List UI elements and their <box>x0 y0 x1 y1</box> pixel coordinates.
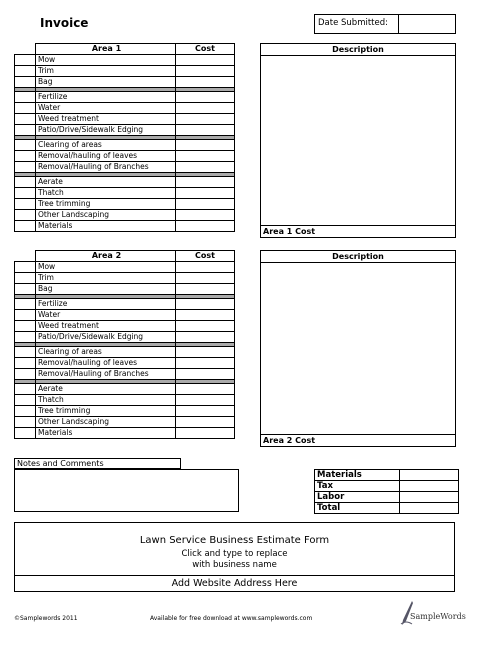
service-row <box>15 369 235 380</box>
total-label: Total <box>315 503 400 514</box>
service-cost-field[interactable] <box>176 310 235 321</box>
notes-label: Notes and Comments <box>14 458 181 469</box>
service-label: Thatch <box>36 395 176 406</box>
area2-description-box[interactable] <box>260 250 456 447</box>
service-row <box>15 92 235 103</box>
service-label: Fertilize <box>36 92 176 103</box>
total-value-field[interactable] <box>400 481 459 492</box>
business-name-line2[interactable]: with business name <box>192 560 277 570</box>
total-row <box>315 503 459 514</box>
service-checkbox[interactable] <box>15 103 36 114</box>
service-label: Trim <box>36 66 176 77</box>
total-value-field[interactable] <box>400 470 459 481</box>
service-label: Materials <box>36 428 176 439</box>
service-cost-field[interactable] <box>176 210 235 221</box>
service-checkbox[interactable] <box>15 140 36 151</box>
service-row <box>15 332 235 343</box>
service-cost-field[interactable] <box>176 428 235 439</box>
service-label: Water <box>36 103 176 114</box>
service-checkbox[interactable] <box>15 384 36 395</box>
service-row <box>15 125 235 136</box>
service-cost-field[interactable] <box>176 140 235 151</box>
service-checkbox[interactable] <box>15 299 36 310</box>
invoice-title: Invoice <box>40 16 89 30</box>
total-label: Tax <box>315 481 400 492</box>
service-row <box>15 199 235 210</box>
service-cost-field[interactable] <box>176 332 235 343</box>
service-row <box>15 428 235 439</box>
service-label: Removal/hauling of leaves <box>36 151 176 162</box>
service-cost-field[interactable] <box>176 321 235 332</box>
availability-text: Available for free download at www.samplewords.com <box>150 615 313 622</box>
service-row <box>15 221 235 232</box>
service-cost-field[interactable] <box>176 103 235 114</box>
service-label: Patio/Drive/Sidewalk Edging <box>36 125 176 136</box>
service-cost-field[interactable] <box>176 299 235 310</box>
service-cost-field[interactable] <box>176 395 235 406</box>
service-label: Water <box>36 310 176 321</box>
service-cost-field[interactable] <box>176 262 235 273</box>
service-row <box>15 262 235 273</box>
logo-text: SampleWords <box>410 612 466 621</box>
copyright-text: ©Samplewords 2011 <box>14 615 78 622</box>
service-checkbox[interactable] <box>15 199 36 210</box>
service-cost-field[interactable] <box>176 66 235 77</box>
service-cost-field[interactable] <box>176 273 235 284</box>
service-row <box>15 417 235 428</box>
service-checkbox[interactable] <box>15 55 36 66</box>
service-row <box>15 188 235 199</box>
date-submitted-label: Date Submitted: <box>315 15 399 33</box>
service-label: Removal/Hauling of Branches <box>36 369 176 380</box>
service-row <box>15 162 235 173</box>
area1-cost-label: Area 1 Cost <box>261 225 455 237</box>
total-row <box>315 492 459 503</box>
service-row <box>15 210 235 221</box>
area2-description-header: Description <box>261 251 455 263</box>
business-name-line1[interactable]: Click and type to replace <box>181 549 288 559</box>
service-label: Aerate <box>36 384 176 395</box>
service-checkbox[interactable] <box>15 151 36 162</box>
service-cost-field[interactable] <box>176 177 235 188</box>
service-cost-field[interactable] <box>176 125 235 136</box>
service-checkbox[interactable] <box>15 369 36 380</box>
service-row <box>15 395 235 406</box>
service-label: Bag <box>36 77 176 88</box>
service-cost-field[interactable] <box>176 369 235 380</box>
totals-table <box>314 469 459 514</box>
service-checkbox[interactable] <box>15 77 36 88</box>
service-checkbox[interactable] <box>15 428 36 439</box>
total-row <box>315 481 459 492</box>
date-submitted-field[interactable] <box>399 15 455 33</box>
service-checkbox[interactable] <box>15 162 36 173</box>
total-value-field[interactable] <box>400 492 459 503</box>
area1-services-table <box>14 43 235 232</box>
service-cost-field[interactable] <box>176 406 235 417</box>
service-label: Removal/hauling of leaves <box>36 358 176 369</box>
service-label: Fertilize <box>36 299 176 310</box>
service-cost-field[interactable] <box>176 358 235 369</box>
date-submitted-box <box>314 14 456 34</box>
service-row <box>15 55 235 66</box>
service-cost-field[interactable] <box>176 92 235 103</box>
service-label: Weed treatment <box>36 114 176 125</box>
service-checkbox[interactable] <box>15 273 36 284</box>
total-row <box>315 470 459 481</box>
notes-field[interactable] <box>14 469 239 512</box>
service-checkbox[interactable] <box>15 358 36 369</box>
service-row <box>15 66 235 77</box>
service-row <box>15 347 235 358</box>
service-row <box>15 273 235 284</box>
header-spacer <box>15 251 36 262</box>
service-checkbox[interactable] <box>15 321 36 332</box>
service-checkbox[interactable] <box>15 262 36 273</box>
service-checkbox[interactable] <box>15 395 36 406</box>
service-label: Trim <box>36 273 176 284</box>
samplewords-logo <box>400 600 466 628</box>
service-label: Clearing of areas <box>36 347 176 358</box>
service-cost-field[interactable] <box>176 114 235 125</box>
service-checkbox[interactable] <box>15 188 36 199</box>
service-row <box>15 299 235 310</box>
service-cost-field[interactable] <box>176 162 235 173</box>
service-cost-field[interactable] <box>176 55 235 66</box>
form-title: Lawn Service Business Estimate Form <box>139 535 330 546</box>
service-label: Thatch <box>36 188 176 199</box>
service-checkbox[interactable] <box>15 210 36 221</box>
area1-description-header: Description <box>261 44 455 56</box>
service-checkbox[interactable] <box>15 92 36 103</box>
area2-cost-header: Cost <box>176 251 235 262</box>
service-label: Clearing of areas <box>36 140 176 151</box>
service-row <box>15 284 235 295</box>
business-info-box[interactable] <box>14 522 455 592</box>
service-cost-field[interactable] <box>176 199 235 210</box>
service-row <box>15 140 235 151</box>
service-checkbox[interactable] <box>15 417 36 428</box>
service-checkbox[interactable] <box>15 406 36 417</box>
service-label: Mow <box>36 262 176 273</box>
service-cost-field[interactable] <box>176 151 235 162</box>
service-label: Bag <box>36 284 176 295</box>
service-row <box>15 358 235 369</box>
service-label: Materials <box>36 221 176 232</box>
service-cost-field[interactable] <box>176 221 235 232</box>
service-label: Mow <box>36 55 176 66</box>
service-row <box>15 114 235 125</box>
service-row <box>15 310 235 321</box>
service-row <box>15 77 235 88</box>
service-label: Weed treatment <box>36 321 176 332</box>
service-cost-field[interactable] <box>176 347 235 358</box>
area2-services-table <box>14 250 235 439</box>
service-cost-field[interactable] <box>176 77 235 88</box>
service-checkbox[interactable] <box>15 221 36 232</box>
website-address[interactable]: Add Website Address Here <box>15 575 454 591</box>
total-value-field[interactable] <box>400 503 459 514</box>
service-label: Removal/Hauling of Branches <box>36 162 176 173</box>
service-checkbox[interactable] <box>15 114 36 125</box>
service-row <box>15 177 235 188</box>
total-label: Labor <box>315 492 400 503</box>
service-checkbox[interactable] <box>15 310 36 321</box>
service-label: Other Landscaping <box>36 417 176 428</box>
area2-cost-label: Area 2 Cost <box>261 434 455 446</box>
service-label: Patio/Drive/Sidewalk Edging <box>36 332 176 343</box>
service-row <box>15 406 235 417</box>
service-row <box>15 384 235 395</box>
service-row <box>15 151 235 162</box>
service-checkbox[interactable] <box>15 284 36 295</box>
service-cost-field[interactable] <box>176 188 235 199</box>
service-checkbox[interactable] <box>15 347 36 358</box>
service-label: Tree trimming <box>36 199 176 210</box>
total-label: Materials <box>315 470 400 481</box>
service-cost-field[interactable] <box>176 284 235 295</box>
service-label: Aerate <box>36 177 176 188</box>
service-cost-field[interactable] <box>176 417 235 428</box>
service-checkbox[interactable] <box>15 332 36 343</box>
area1-description-box[interactable] <box>260 43 456 238</box>
service-checkbox[interactable] <box>15 125 36 136</box>
service-row <box>15 103 235 114</box>
service-checkbox[interactable] <box>15 66 36 77</box>
service-label: Other Landscaping <box>36 210 176 221</box>
service-checkbox[interactable] <box>15 177 36 188</box>
area1-name-header: Area 1 <box>36 44 176 55</box>
header-spacer <box>15 44 36 55</box>
service-cost-field[interactable] <box>176 384 235 395</box>
area1-cost-header: Cost <box>176 44 235 55</box>
area2-name-header: Area 2 <box>36 251 176 262</box>
service-label: Tree trimming <box>36 406 176 417</box>
service-row <box>15 321 235 332</box>
